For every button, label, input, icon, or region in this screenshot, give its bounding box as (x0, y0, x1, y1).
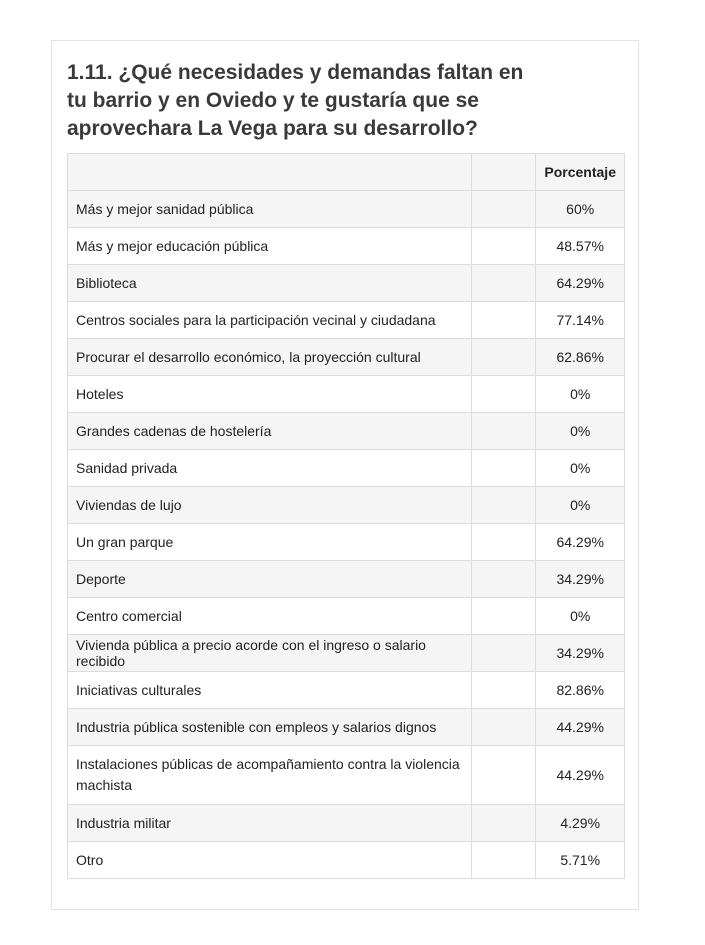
table-header-row (68, 154, 625, 191)
row-percentage: 5.71% (536, 842, 625, 879)
table-row (68, 842, 625, 879)
table-row (68, 339, 625, 376)
row-middle-cell (471, 561, 536, 598)
row-percentage: 62.86% (536, 339, 625, 376)
row-percentage: 77.14% (536, 302, 625, 339)
row-middle-cell (471, 524, 536, 561)
row-middle-cell (471, 842, 536, 879)
row-middle-cell (471, 672, 536, 709)
row-percentage: 64.29% (536, 265, 625, 302)
row-middle-cell (471, 228, 536, 265)
row-percentage: 64.29% (536, 524, 625, 561)
row-middle-cell (471, 805, 536, 842)
row-middle-cell (471, 635, 536, 672)
row-label: Un gran parque (68, 524, 472, 561)
table-row (68, 709, 625, 746)
table-row (68, 487, 625, 524)
row-percentage: 0% (536, 413, 625, 450)
row-middle-cell (471, 339, 536, 376)
row-label: Grandes cadenas de hostelería (68, 413, 472, 450)
row-middle-cell (471, 265, 536, 302)
table-row (68, 228, 625, 265)
table-row (68, 450, 625, 487)
row-middle-cell (471, 598, 536, 635)
table-row (68, 265, 625, 302)
row-label: Industria pública sostenible con empleos y salarios dignos (68, 709, 472, 746)
results-table (67, 153, 625, 879)
row-percentage: 0% (536, 598, 625, 635)
row-percentage: 0% (536, 450, 625, 487)
row-percentage: 4.29% (536, 805, 625, 842)
row-label: Biblioteca (68, 265, 472, 302)
row-percentage: 44.29% (536, 709, 625, 746)
row-label: Centros sociales para la participación vecinal y ciudadana (68, 302, 472, 339)
row-label: Procurar el desarrollo económico, la proyección cultural (68, 339, 472, 376)
row-label: Industria militar (68, 805, 472, 842)
table-row (68, 302, 625, 339)
table-row (68, 524, 625, 561)
row-middle-cell (471, 709, 536, 746)
row-label: Iniciativas culturales (68, 672, 472, 709)
row-percentage: 34.29% (536, 635, 625, 672)
row-label: Instalaciones públicas de acompañamiento contra la violencia machista (68, 746, 472, 805)
row-label: Vivienda pública a precio acorde con el ingreso o salario recibido (68, 635, 472, 672)
row-percentage: 82.86% (536, 672, 625, 709)
header-percentage: Porcentaje (536, 154, 625, 191)
survey-card (51, 40, 639, 910)
table-row (68, 672, 625, 709)
row-label: Deporte (68, 561, 472, 598)
row-percentage: 34.29% (536, 561, 625, 598)
row-label: Otro (68, 842, 472, 879)
header-label-cell (68, 154, 472, 191)
row-middle-cell (471, 450, 536, 487)
question-title: 1.11. ¿Qué necesidades y demandas faltan en tu barrio y en Oviedo y te gustaría que se aprovechara La Vega para su desarrollo? (67, 61, 524, 140)
row-middle-cell (471, 413, 536, 450)
header-middle-cell (471, 154, 536, 191)
row-percentage: 44.29% (536, 746, 625, 805)
table-row (68, 635, 625, 672)
table-row (68, 376, 625, 413)
row-label: Más y mejor educación pública (68, 228, 472, 265)
row-label: Sanidad privada (68, 450, 472, 487)
row-middle-cell (471, 302, 536, 339)
row-middle-cell (471, 376, 536, 413)
row-percentage: 60% (536, 191, 625, 228)
row-middle-cell (471, 191, 536, 228)
table-row (68, 746, 625, 805)
table-row (68, 413, 625, 450)
row-label: Hoteles (68, 376, 472, 413)
table-row (68, 561, 625, 598)
row-label: Viviendas de lujo (68, 487, 472, 524)
row-percentage: 0% (536, 487, 625, 524)
row-percentage: 0% (536, 376, 625, 413)
row-middle-cell (471, 746, 536, 805)
row-label: Más y mejor sanidad pública (68, 191, 472, 228)
table-row (68, 191, 625, 228)
table-row (68, 598, 625, 635)
row-label: Centro comercial (68, 598, 472, 635)
table-row (68, 805, 625, 842)
row-percentage: 48.57% (536, 228, 625, 265)
row-middle-cell (471, 487, 536, 524)
